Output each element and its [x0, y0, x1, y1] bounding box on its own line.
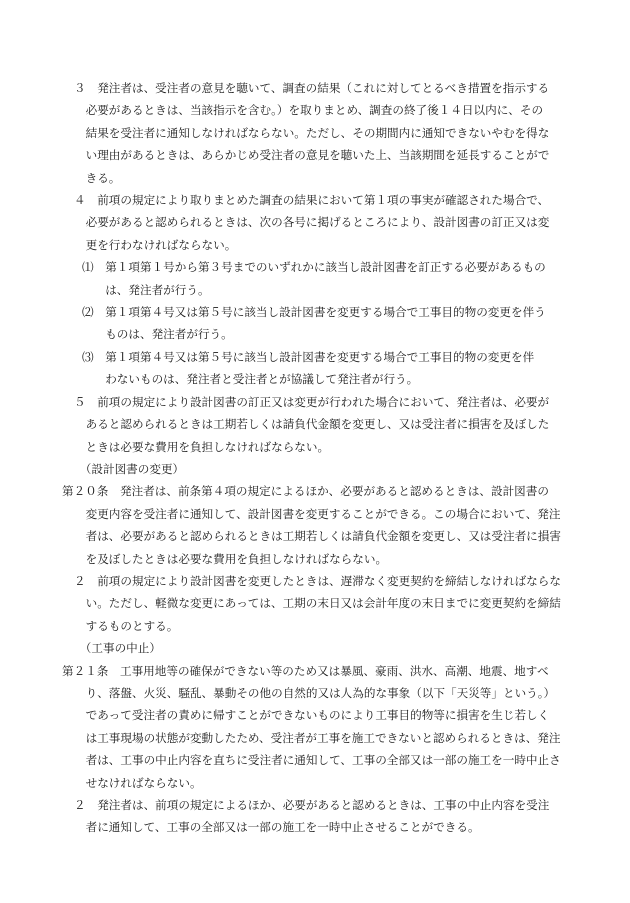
text-line: 第２１条 工事用地等の確保ができない等のため又は暴風、豪雨、洪水、高潮、地震、地すべ	[62, 663, 549, 678]
text-line: 更を行わなければならない。	[74, 237, 237, 252]
text-line: ⑶ 第１項第４号又は第５号に該当し設計図書を変更する場合で工事目的物の変更を伴	[82, 349, 535, 364]
art19-subitem-1	[82, 256, 560, 301]
document-body	[62, 77, 561, 839]
article-21	[62, 660, 560, 794]
text-line: い理由があるときは、あらかじめ受注者の意見を聴いた上、当該期間を延長することがで	[74, 148, 550, 163]
text-line: ５ 前項の規定により設計図書の訂正又は変更が行われた場合において、発注者は、必要が	[74, 394, 550, 409]
text-line: きる。	[74, 170, 121, 185]
text-line: ２ 前項の規定により設計図書を変更したときは、遅滞なく変更契約を締結しなければならな	[74, 573, 561, 588]
art20-item-2	[74, 570, 560, 637]
text-line: り、落盤、火災、騒乱、暴動その他の自然的又は人為的な事象（以下「天災等」という。）	[74, 685, 556, 700]
text-line: わないものは、発注者と受注者とが協議して発注者が行う。	[82, 372, 419, 387]
text-line: 結果を受注者に通知しなければならない。ただし、その期間内に通知できないやむを得な	[74, 125, 550, 140]
art19-subitem-3	[82, 346, 560, 391]
text-line: ものは、発注者が行う。	[82, 327, 233, 342]
article-heading: （工事の中止）	[74, 641, 161, 656]
text-line: ⑵ 第１項第４号又は第５号に該当し設計図書を変更する場合で工事目的物の変更を伴う	[82, 305, 546, 320]
text-line: 第２０条 発注者は、前条第４項の規定によるほか、必要があると認めるときは、設計図書の	[62, 484, 549, 499]
art19-item-4	[74, 189, 560, 256]
text-line: 変更内容を受注者に通知して、設計図書を変更することができる。この場合において、発注	[74, 506, 561, 521]
art19-item-5	[74, 391, 560, 458]
text-line: 必要があるときは、当該指示を含む。）を取りまとめ、調査の終了後１４日以内に、その	[74, 103, 544, 118]
text-line: ３ 発注者は、受注者の意見を聴いて、調査の結果（これに対してとるべき措置を指示する	[74, 81, 550, 95]
text-line: ４ 前項の規定により取りまとめた調査の結果において第１項の事実が確認された場合で、	[74, 193, 550, 208]
text-line: 必要があると認められるときは、次の各号に掲げるところにより、設計図書の訂正又は変	[74, 215, 550, 230]
text-line: を及ぼしたときは必要な費用を負担しなければならない。	[74, 551, 388, 566]
text-line: ときは必要な費用を負担しなければならない。	[74, 439, 330, 454]
text-line: 者は、工事の中止内容を直ちに受注者に通知して、工事の全部又は一部の施工を一時中止さ	[74, 753, 561, 768]
text-line: ２ 発注者は、前項の規定によるほか、必要があると認めるときは、工事の中止内容を受注	[74, 798, 550, 812]
article-20	[62, 480, 560, 570]
text-line: であって受注者の責めに帰すことができないものにより工事目的物等に損害を生じ若しく	[74, 708, 550, 723]
art19-subitem-2	[82, 301, 560, 346]
text-line: せなければならない。	[74, 775, 202, 790]
text-line: は工事現場の状態が変動したため、受注者が工事を施工できないと認められるときは、発注	[74, 730, 561, 745]
text-line: ⑴ 第１項第１号から第３号までのいずれかに該当し設計図書を訂正する必要があるもの	[82, 260, 546, 275]
text-line: 者に通知して、工事の全部又は一部の施工を一時中止させることができる。	[74, 820, 480, 835]
text-line: あると認められるときは工期若しくは請負代金額を変更し、又は受注者に損害を及ぼした	[74, 417, 550, 432]
article-heading: （設計図書の変更）	[74, 461, 185, 476]
text-line: するものとする。	[74, 618, 179, 633]
text-line: い。ただし、軽微な変更にあっては、工期の末日又は会計年度の末日までに変更契約を締結	[74, 596, 561, 611]
text-line: は、発注者が行う。	[82, 282, 210, 297]
art21-item-2	[74, 794, 560, 839]
art19-item-3	[74, 77, 560, 189]
text-line: 者は、必要があると認められるときは工期若しくは請負代金額を変更し、又は受注者に損害	[74, 529, 561, 544]
